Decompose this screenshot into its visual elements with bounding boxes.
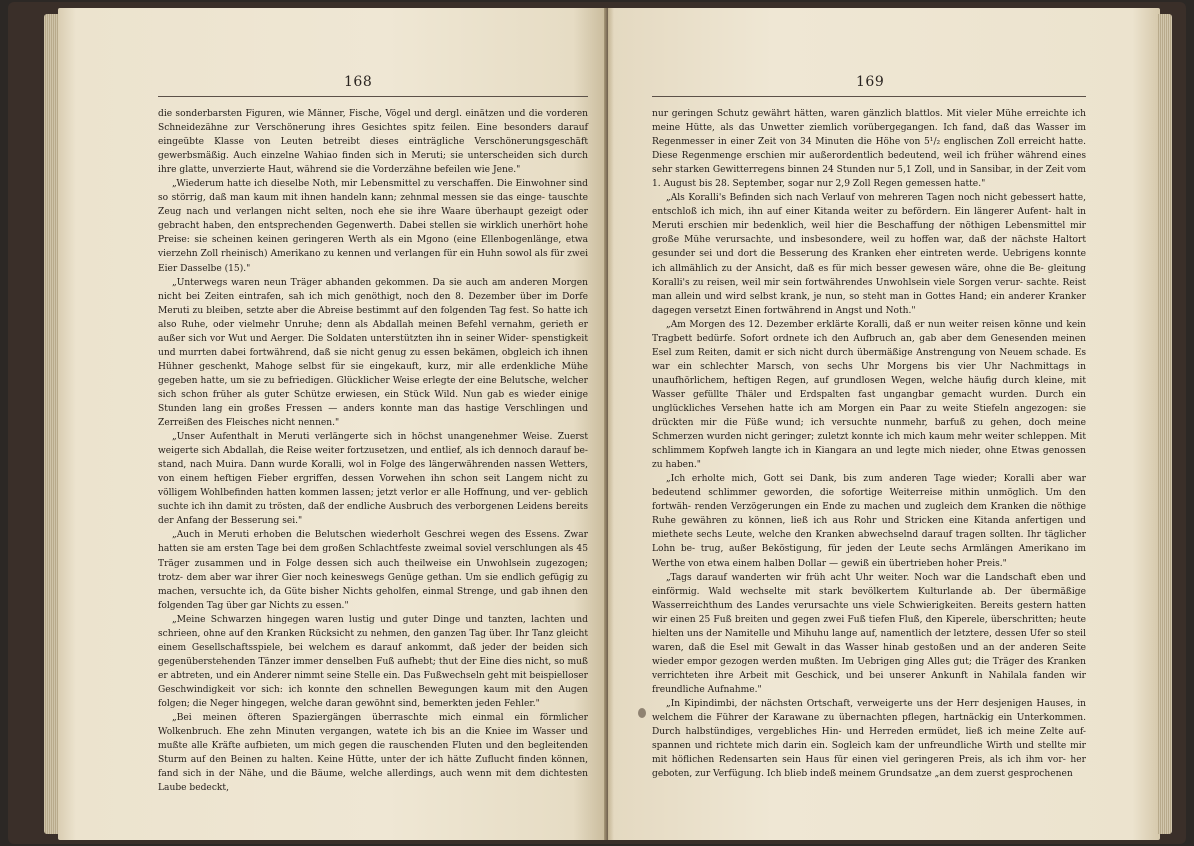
paragraph: nur geringen Schutz gewährt hätten, waren gänzlich blattlos. Mit vieler Mühe erreichte ich meine Hütte, als das Unwetter ziemlich vorübergegangen. Ich fand, daß das Wasser im Regenmesser in einer Zeit von 34 Minuten die Höhe von 5¹/₂ englischen Zoll erreicht hatte. Diese Regenmenge erschien mir außerordentlich bedeutend, weil ich früher während eines sehr starken Gewitterregens binnen 24 Stunden nur 5,1 Zoll, und in Sansibar, in der Zeit vom 1. August bis 28. September, sogar nur 2,9 Zoll Regen gemessen hatte." <box>652 109 1086 190</box>
page-body <box>158 107 588 795</box>
ink-spot <box>638 708 646 718</box>
page-number: 169 <box>856 74 885 90</box>
paragraph: „Unterwegs waren neun Träger abhanden gekommen. Da sie auch am anderen Morgen nicht bei Zeiten eintrafen, sah ich mich genöthigt, noch den 8. Dezember über im Dorfe Meruti zu bleiben, setzte aber die Abreise bestimmt auf den folgenden Tag fest. So hatte ich also Ruhe, oder vielmehr Unruhe; denn als Abdallah meinen Befehl vernahm, gerieth er außer sich vor Wut und Aerger. Die Soldaten unterstützten ihn in seiner Wider- spenstigkeit und murrten dabei fortwährend, daß sie nicht genug zu essen bekämen, obgleich ich ihnen Hühner geschenkt, Mahoge selbst für sie eingekauft, kurz, mir alle erdenkliche Mühe gegeben hatte, um sie zu befriedigen. Glücklicher Weise erlegte der eine Belutsche, welcher sich schon früher als guter Schütze erwiesen, ein Stück Wild. Nun gab es wieder einige Stunden lang ein großes Fressen — anders konnte man das hastige Verschlingen und Zerreißen des Fleisches nicht nennen." <box>158 277 588 429</box>
paragraph: „Meine Schwarzen hingegen waren lustig und guter Dinge und tanzten, lachten und schrieen, ohne auf den Kranken Rücksicht zu nehmen, den ganzen Tag über. Ihr Tanz gleicht einem Gesellschaftsspiele, bei welchem es darauf ankommt, daß jeder der beiden sich gegenüberstehenden Tänzer immer denselben Fuß aufhebt; thut der Eine dies nicht, so muß er abtreten, und ein Anderer nimmt seine Stelle ein. Das Fußwechseln geht mit beispielloser Geschwindigkeit vor sich: ich konnte den schnellen Bewegungen kaum mit den Augen folgen; die Neger hingegen, welche daran gewöhnt sind, bemerkten jeden Fehler." <box>158 614 588 709</box>
page-number: 168 <box>344 74 373 90</box>
right-page <box>608 8 1160 840</box>
paragraph: „Am Morgen des 12. Dezember erklärte Koralli, daß er nun weiter reisen könne und kein Tragbett bedürfe. Sofort ordnete ich den Aufbruch an, gab aber dem Genesenden meinen Esel zum Reiten, damit er sich nicht durch übermäßige Anstrengung von Neuem schade. Es war ein schlechter Marsch, von sechs Uhr Morgens bis vier Uhr Nachmittags in unaufhörlichem, heftigen Regen, auf grundlosen Wegen, welche häufig durch kleine, mit Wasser gefüllte Thäler und Erdspalten fast ungangbar gemacht wurden. Durch ein unglückliches Versehen hatte ich am Morgen ein Paar zu weite Stiefeln angezogen: sie drückten mir die Füße wund; ich versuchte nunmehr, barfuß zu gehen, doch meine Schmerzen wurden nicht geringer; zuletzt konnte ich mich kaum mehr weiter schleppen. Mit schlimmem Kopfweh langte ich in Kiangara an und legte mich nieder, ohne Etwas genossen zu haben." <box>652 319 1086 471</box>
paragraph: „Wiederum hatte ich dieselbe Noth, mir Lebensmittel zu verschaffen. Die Einwohner sind so störrig, daß man kaum mit ihnen handeln kann; zehnmal messen sie das einge- tauschte Zeug nach und verlangen nicht selten, noch ehe sie ihre Waare überhaupt gezeigt oder gebracht haben, den entsprechenden Gegenwerth. Dabei stellen sie wirklich unerhört hohe Preise: sie scheinen keinen geringeren Werth als ein Mgono (eine Ellenbogenlänge, etwa vierzehn Zoll rheinisch) Amerikano zu kennen und verlangen für ein Huhn sowol als für zwei Eier Dasselbe (15)." <box>158 179 588 274</box>
paragraph: „Bei meinen öfteren Spaziergängen überraschte mich einmal ein förmlicher Wolkenbruch. Ehe zehn Minuten vergangen, watete ich bis an die Kniee im Wasser und mußte alle Kräfte aufbieten, um mich gegen die rauschenden Fluten und den begleitenden Sturm auf den Beinen zu halten. Keine Hütte, unter der ich hätte Zuflucht finden können, fand sich in der Nähe, und die Bäume, welche allerdings, auch wenn mit dem dichtesten Laube bedeckt, <box>158 713 588 794</box>
paragraph: „Auch in Meruti erhoben die Belutschen wiederholt Geschrei wegen des Essens. Zwar hatten sie am ersten Tage bei dem großen Schlachtfeste zweimal soviel verschlungen als 45 Träger zusammen und in Folge dessen sich auch theilweise ein Unwohlsein zugezogen; trotz- dem aber war ihrer Gier noch keineswegs Genüge gethan. Um sie endlich gefügig zu machen, versuchte ich, da Güte bisher Nichts geholfen, einmal Strenge, und gab ihnen den folgenden Tag über gar Nichts zu essen." <box>158 530 588 611</box>
header-rule <box>652 96 1086 97</box>
paragraph: „Tags darauf wanderten wir früh acht Uhr weiter. Noch war die Landschaft eben und einförmig. Wald wechselte mit stark bevölkertem Kulturlande ab. Der übermäßige Wasserreichthum des Landes verursachte uns viele Schwierigkeiten. Bereits gestern hatten wir einen 25 Fuß breiten und gegen zwei Fuß tiefen Fluß, den Kiperele, überschritten; heute hielten uns der Namitelle und Mihuhu lange auf, namentlich der letztere, dessen Ufer so steil waren, daß die Esel mit Gewalt in das Wasser hinab gestoßen und an der anderen Seite wieder empor gezogen werden mußten. Im Uebrigen ging Alles gut; die Träger des Kranken verrichteten ihre Arbeit mit Geschick, und bei unserer Ankunft in Nahilala fanden wir freundliche Aufnahme." <box>652 572 1086 695</box>
left-page <box>58 8 606 840</box>
paragraph: die sonderbarsten Figuren, wie Männer, Fische, Vögel und dergl. einätzen und die vorderen Schneidezähne zur Verschönerung ihres Gesichtes spitz feilen. Eine besonders darauf eingeübte Klasse von Leuten betreibt dieses einträgliche Verschönerungsgeschäft gewerbsmäßig. Auch einzelne Wahiao finden sich in Meruti; sie unterscheiden sich durch ihre glatte, unverzierte Haut, während sie die Vorderzähne befeilen wie Jene." <box>158 109 588 176</box>
page-body <box>652 107 1086 781</box>
paragraph: „Als Koralli's Befinden sich nach Verlauf von mehreren Tagen noch nicht gebessert hatte, entschloß ich mich, ihn auf einer Kitanda weiter zu befördern. Ein längerer Aufent- halt in Meruti erschien mir bedenklich, weil hier die Beschaffung der nöthigen Lebensmittel mir große Mühe verursachte, und insbesondere, weil zu hoffen war, daß der nächste Haltort gesunder sei und dort die Besserung des Kranken eher eintreten werde. Uebrigens konnte ich allmählich zu der Ansicht, daß es für mich besser gewesen wäre, ohne die Be- gleitung Koralli's zu reisen, weil mir sein fortwährendes Unwohlsein viele Sorgen verur- sachte. Reist man allein und wird selbst krank, je nun, so steht man in Gottes Hand; ein anderer Kranker dagegen versetzt Einen fortwährend in Angst und Noth." <box>652 193 1086 316</box>
header-rule <box>158 96 588 97</box>
book-spread <box>8 2 1186 844</box>
paragraph: „Ich erholte mich, Gott sei Dank, bis zum anderen Tage wieder; Koralli aber war bedeutend schlimmer geworden, die sofortige Weiterreise mithin unmöglich. Um den fortwäh- renden Verzögerungen ein Ende zu machen und zugleich dem Kranken die nöthige Ruhe gewähren zu können, ließ ich aus Rohr und Stricken eine Kitanda anfertigen und miethete sechs Leute, welche den Kranken abwechselnd darauf tragen sollten. Ihr täglicher Lohn be- trug, außer Beköstigung, für jeden der Leute sechs Armlängen Amerikano im Werthe von etwa einem halben Dollar — gewiß ein übertrieben hoher Preis." <box>652 474 1086 569</box>
paragraph: „In Kipindimbi, der nächsten Ortschaft, verweigerte uns der Herr desjenigen Hauses, in welchem die Führer der Karawane zu übernachten pflegen, hartnäckig ein Unterkommen. Durch halbstündiges, vergebliches Hin- und Herreden ermüdet, ließ ich meine Zelte auf- spannen und richtete mich darin ein. Sogleich kam der unfreundliche Wirth und stellte mir mit höflichen Redensarten sein Haus für einen viel geringeren Preis, als ich ihm vor- her geboten, zur Verfügung. Ich blieb indeß meinem Grundsatze „an dem zuerst gesprochenen <box>652 698 1086 780</box>
page-stack-right <box>1158 14 1172 834</box>
paragraph: „Unser Aufenthalt in Meruti verlängerte sich in höchst unangenehmer Weise. Zuerst weigerte sich Abdallah, die Reise weiter fortzusetzen, und entlief, als ich dennoch darauf be- stand, nach Muira. Dann wurde Koralli, wol in Folge des längerwährenden nassen Wetters, von einem heftigen Fieber ergriffen, dessen Vorwehen ihn schon seit Langem nicht zu völligem Wohlbefinden hatten kommen lassen; jetzt verlor er alle Hoffnung, und ver- geblich suchte ich ihn damit zu trösten, daß der endliche Ausbruch des verborgenen Leidens bereits der Anfang der Besserung sei." <box>158 432 588 527</box>
